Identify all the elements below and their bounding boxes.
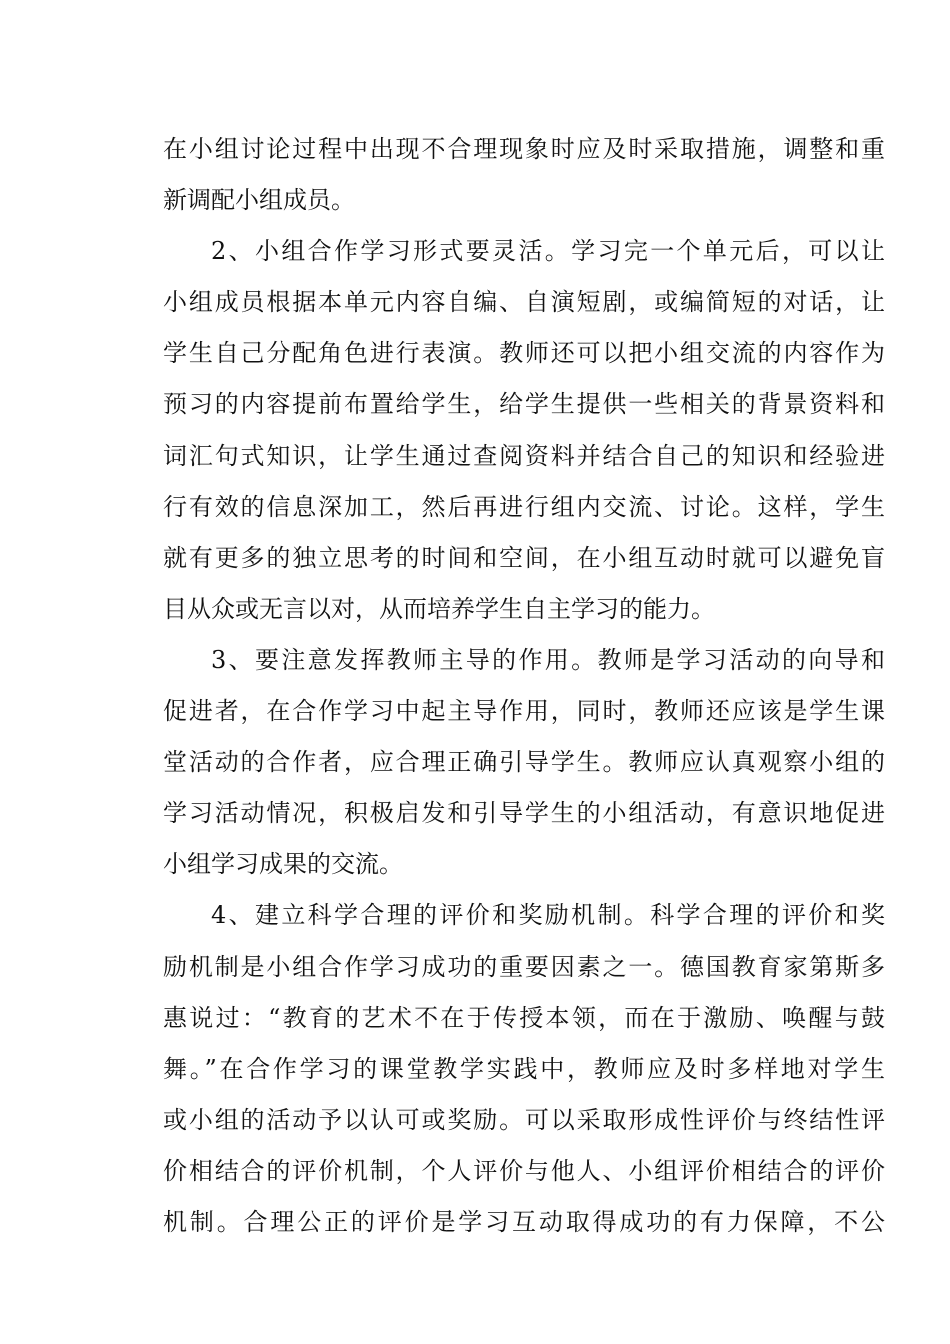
text-line: 价相结合的评价机制，个人评价与他人、小组评价相结合的评价 <box>163 1156 885 1185</box>
document-page <box>163 124 885 1248</box>
text-line: 目从众或无言以对，从而培养学生自主学习的能力。 <box>163 594 715 623</box>
text-line: 小组成员根据本单元内容自编、自演短剧，或编简短的对话，让 <box>163 288 885 317</box>
paragraph-item-2 <box>163 226 885 635</box>
text-line: 或小组的活动予以认可或奖励。可以采取形成性评价与终结性评 <box>163 1105 885 1134</box>
text-line: 学习活动情况，积极启发和引导学生的小组活动，有意识地促进 <box>163 799 885 828</box>
text-line: 3、要注意发挥教师主导的作用。教师是学习活动的向导和 <box>211 645 885 674</box>
text-line: 就有更多的独立思考的时间和空间，在小组互动时就可以避免盲 <box>163 543 885 572</box>
text-line: 词汇句式知识，让学生通过查阅资料并结合自己的知识和经验进 <box>163 441 885 470</box>
text-line: 预习的内容提前布置给学生，给学生提供一些相关的背景资料和 <box>163 390 885 419</box>
paragraph-continued <box>163 124 885 226</box>
text-line: 机制。合理公正的评价是学习互动取得成功的有力保障，不公 <box>163 1207 885 1236</box>
text-line: 4、建立科学合理的评价和奖励机制。科学合理的评价和奖 <box>211 901 885 930</box>
paragraph-item-3 <box>163 635 885 890</box>
paragraph-item-4 <box>163 890 885 1248</box>
text-line: 行有效的信息深加工，然后再进行组内交流、讨论。这样，学生 <box>163 492 885 521</box>
text-line: 小组学习成果的交流。 <box>163 850 403 879</box>
text-line: 惠说过：“教育的艺术不在于传授本领，而在于激励、唤醒与鼓 <box>163 1003 885 1032</box>
text-line: 舞。”在合作学习的课堂教学实践中，教师应及时多样地对学生 <box>163 1054 885 1083</box>
text-line: 2、小组合作学习形式要灵活。学习完一个单元后，可以让 <box>211 237 885 266</box>
text-line: 促进者，在合作学习中起主导作用，同时，教师还应该是学生课 <box>163 697 885 726</box>
text-line: 堂活动的合作者，应合理正确引导学生。教师应认真观察小组的 <box>163 748 885 777</box>
text-line: 学生自己分配角色进行表演。教师还可以把小组交流的内容作为 <box>163 339 885 368</box>
text-line: 励机制是小组合作学习成功的重要因素之一。德国教育家第斯多 <box>163 952 885 981</box>
text-line: 新调配小组成员。 <box>163 186 355 215</box>
text-line: 在小组讨论过程中出现不合理现象时应及时采取措施，调整和重 <box>163 135 885 163</box>
